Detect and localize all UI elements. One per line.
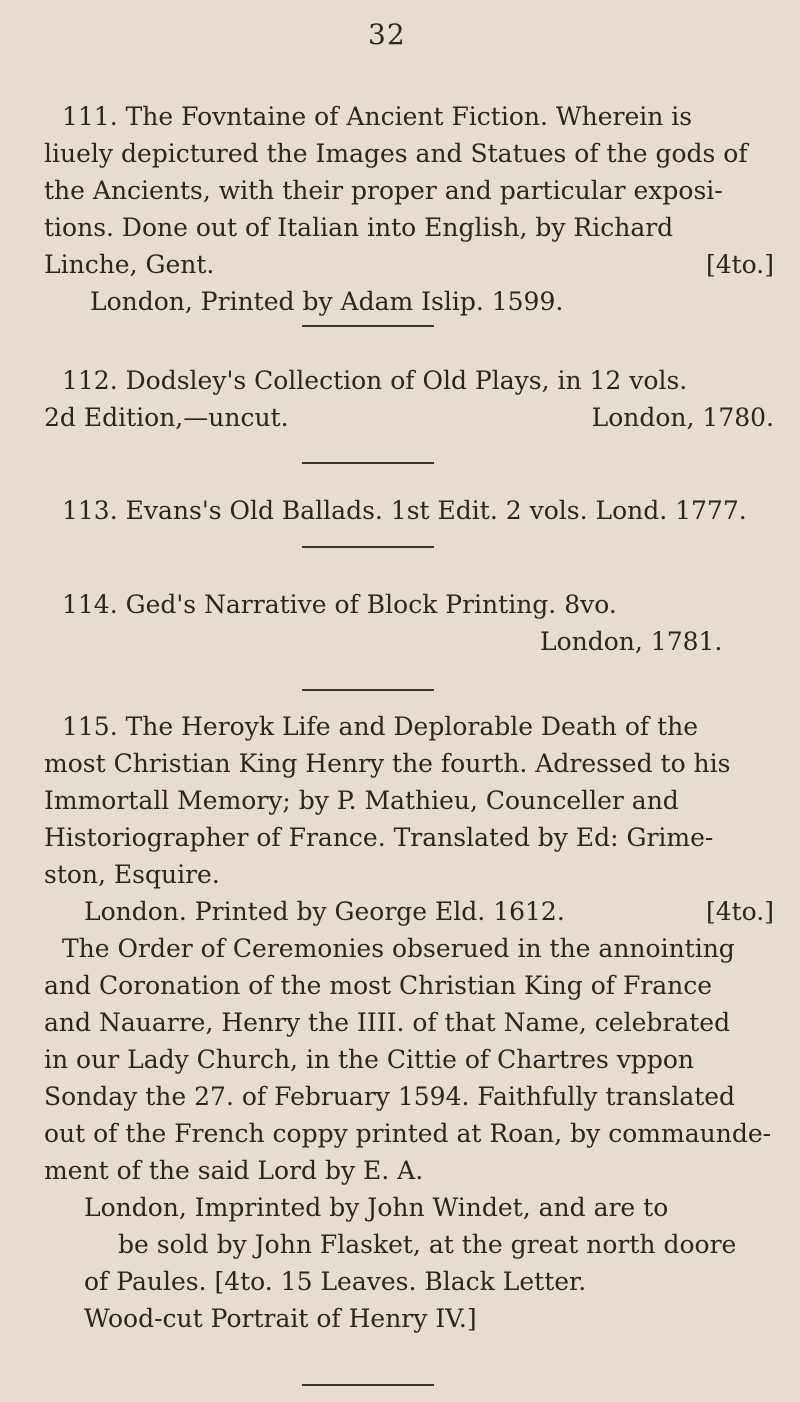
entry-line-pair bbox=[44, 893, 774, 930]
entry-111 bbox=[44, 98, 774, 320]
entry-line: 111. The Fovntaine of Ancient Fiction. Wherein is bbox=[62, 102, 693, 131]
entry-line: Sonday the 27. of February 1594. Faithfully translated bbox=[44, 1082, 736, 1111]
entry-line: Immortall Memory; by P. Mathieu, Counceller and bbox=[44, 786, 679, 815]
entry-line: ston, Esquire. bbox=[44, 860, 220, 889]
format-note: [4to.] bbox=[705, 250, 774, 279]
entry-line: liuely depictured the Images and Statues of the gods of bbox=[44, 139, 748, 168]
separator-rule bbox=[302, 689, 434, 691]
separator-rule bbox=[302, 1384, 434, 1386]
imprint-line: London, Printed by Adam Islip. 1599. bbox=[90, 287, 564, 316]
imprint-line: London. Printed by George Eld. 1612. bbox=[84, 897, 565, 926]
entry-line: 115. The Heroyk Life and Deplorable Death of the bbox=[62, 712, 699, 741]
imprint-line: London, 1780. bbox=[591, 403, 774, 432]
separator-rule bbox=[302, 325, 434, 327]
entry-line: ment of the said Lord by E. A. bbox=[44, 1156, 424, 1185]
entry-line: the Ancients, with their proper and particular exposi- bbox=[44, 176, 723, 205]
entry-114 bbox=[44, 586, 774, 660]
entry-line: 112. Dodsley's Collection of Old Plays, in 12 vols. bbox=[62, 366, 688, 395]
entry-line-pair bbox=[44, 246, 774, 283]
entry-line: and Coronation of the most Christian King of France bbox=[44, 971, 713, 1000]
format-note: [4to.] bbox=[705, 897, 774, 926]
imprint-line: be sold by John Flasket, at the great north doore bbox=[118, 1230, 737, 1259]
imprint-line: London, 1781. bbox=[540, 627, 723, 656]
imprint-line: London, Imprinted by John Windet, and are to bbox=[84, 1193, 669, 1222]
entry-line: most Christian King Henry the fourth. Adressed to his bbox=[44, 749, 731, 778]
entry-115 bbox=[44, 708, 774, 1337]
entry-line: 113. Evans's Old Ballads. 1st Edit. 2 vols. Lond. 1777. bbox=[62, 496, 747, 525]
entry-line: Historiographer of France. Translated by Ed: Grime- bbox=[44, 823, 714, 852]
entry-line-pair bbox=[44, 399, 774, 436]
entry-line: in our Lady Church, in the Cittie of Chartres vppon bbox=[44, 1045, 695, 1074]
entry-line: 2d Edition,—uncut. bbox=[44, 403, 289, 432]
separator-rule bbox=[302, 462, 434, 464]
entry-line: Linche, Gent. bbox=[44, 250, 215, 279]
page-number: 32 bbox=[368, 18, 406, 51]
entry-line: out of the French coppy printed at Roan, by commaunde- bbox=[44, 1119, 772, 1148]
entry-line: 114. Ged's Narrative of Block Printing. 8vo. bbox=[62, 590, 617, 619]
imprint-line: of Paules. [4to. 15 Leaves. Black Letter. bbox=[84, 1267, 587, 1296]
entry-line: and Nauarre, Henry the IIII. of that Name, celebrated bbox=[44, 1008, 731, 1037]
entry-113 bbox=[44, 492, 774, 529]
separator-rule bbox=[302, 546, 434, 548]
imprint-line: Wood-cut Portrait of Henry IV.] bbox=[84, 1304, 477, 1333]
entry-line: tions. Done out of Italian into English, by Richard bbox=[44, 213, 674, 242]
entry-112 bbox=[44, 362, 774, 436]
entry-line: The Order of Ceremonies obserued in the annointing bbox=[62, 934, 735, 963]
